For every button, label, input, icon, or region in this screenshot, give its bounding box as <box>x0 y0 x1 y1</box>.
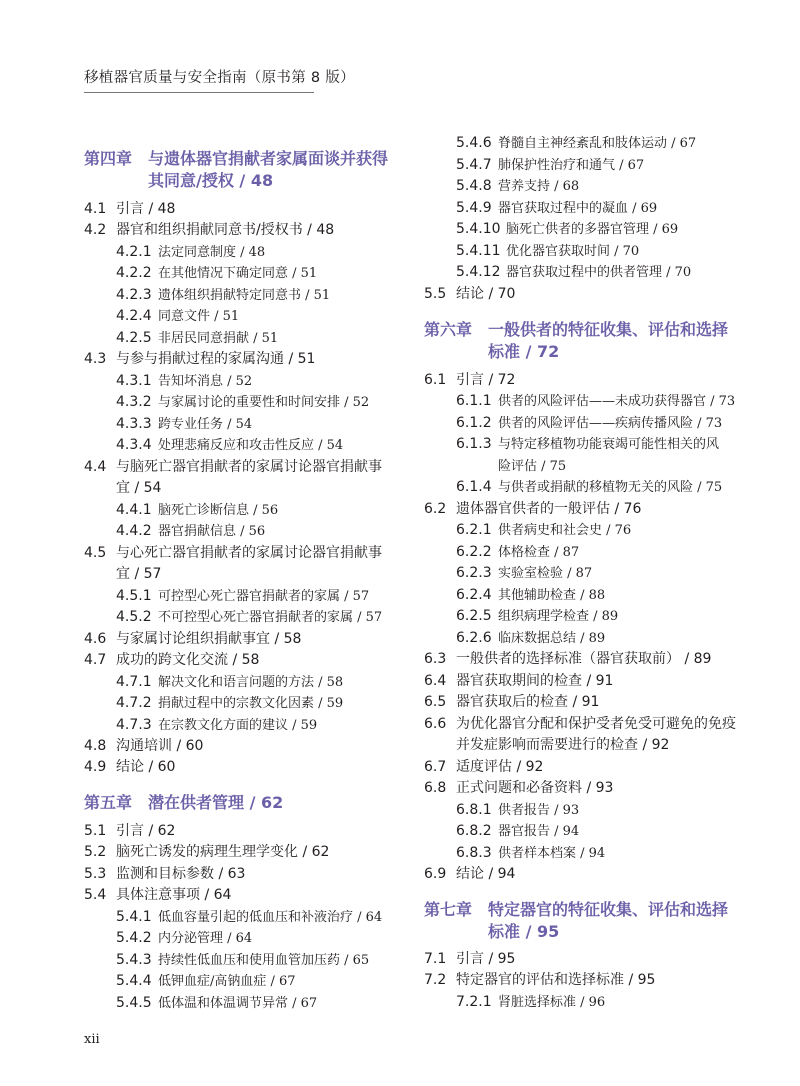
entry-number: 7.2 <box>424 972 447 988</box>
entry-number: 4.5.1 <box>116 588 152 604</box>
entry-title: 具体注意事项 / 64 <box>116 887 232 903</box>
entry-number: 7.2.1 <box>456 994 492 1010</box>
entry-number: 6.4 <box>424 673 447 689</box>
entry-number: 6.2.1 <box>456 522 492 538</box>
entry-number: 7.1 <box>424 951 447 967</box>
entry-number: 5.4.10 <box>456 221 501 237</box>
entry-title: 肾脏选择标准 / 96 <box>498 995 606 1010</box>
entry-title: 同意文件 / 51 <box>158 309 240 324</box>
entry-title: 引言 / 72 <box>456 372 516 388</box>
entry-title: 捐献过程中的宗教文化因素 / 59 <box>158 696 344 711</box>
entry-title: 器官和组织捐献同意书/授权书 / 48 <box>116 222 335 238</box>
entry-title: 供者报告 / 93 <box>498 803 580 818</box>
entry-number: 4.2.1 <box>116 244 152 260</box>
entry-number: 6.8.1 <box>456 802 492 818</box>
entry-title: 引言 / 95 <box>456 951 516 967</box>
entry-title: 法定同意制度 / 48 <box>158 245 266 260</box>
entry-number: 4.3.2 <box>116 394 152 410</box>
entry-number: 6.7 <box>424 759 447 775</box>
entry-title: 引言 / 48 <box>116 201 176 217</box>
chapter-number: 第五章 <box>84 793 133 812</box>
entry-number: 4.7.1 <box>116 674 152 690</box>
entry-number: 5.4.8 <box>456 178 492 194</box>
running-header: 移植器官质量与安全指南（原书第 8 版） <box>84 70 355 86</box>
entry-title: 成功的跨文化交流 / 58 <box>116 652 260 668</box>
entry-title: 与家属讨论组织捐献事宜 / 58 <box>116 631 302 647</box>
entry-title: 解决文化和语言问题的方法 / 58 <box>158 675 344 690</box>
entry-title: 器官报告 / 94 <box>498 824 580 839</box>
entry-number: 6.2 <box>424 501 447 517</box>
entry-title: 低体温和体温调节异常 / 67 <box>158 996 318 1011</box>
entry-number: 4.7 <box>84 652 107 668</box>
chapter-number: 第四章 <box>84 149 133 168</box>
entry-title: 一般供者的选择标准（器官获取前） / 89 <box>456 651 712 667</box>
entry-number: 4.2.4 <box>116 308 152 324</box>
entry-title: 供者样本档案 / 94 <box>498 846 606 861</box>
entry-number: 6.6 <box>424 716 447 732</box>
chapter-number: 第六章 <box>424 320 473 339</box>
entry-number: 6.5 <box>424 694 447 710</box>
entry-title: 险评估 / 75 <box>498 459 567 474</box>
entry-title: 脑死亡诱发的病理生理学变化 / 62 <box>116 844 330 860</box>
entry-number: 4.5.2 <box>116 609 152 625</box>
entry-title: 与脑死亡器官捐献者的家属讨论器官捐献事 <box>116 459 382 475</box>
entry-title: 非居民同意捐献 / 51 <box>158 331 279 346</box>
entry-title: 结论 / 70 <box>456 286 516 302</box>
entry-number: 5.2 <box>84 844 107 860</box>
entry-title: 引言 / 62 <box>116 823 176 839</box>
entry-number: 6.1.2 <box>456 415 492 431</box>
entry-number: 4.4.1 <box>116 502 152 518</box>
entry-number: 5.4.9 <box>456 200 492 216</box>
entry-title: 正式问题和必备资料 / 93 <box>456 780 614 796</box>
entry-title: 实验室检验 / 87 <box>498 566 593 581</box>
entry-number: 4.3.3 <box>116 416 152 432</box>
entry-number: 5.4.7 <box>456 157 492 173</box>
entry-title: 与供者或捐献的移植物无关的风险 / 75 <box>498 480 723 495</box>
entry-number: 4.1 <box>84 201 107 217</box>
entry-title: 内分泌管理 / 64 <box>158 931 253 946</box>
entry-title: 供者的风险评估——未成功获得器官 / 73 <box>498 394 736 409</box>
entry-number: 4.4.2 <box>116 523 152 539</box>
entry-title: 适度评估 / 92 <box>456 759 544 775</box>
entry-number: 6.9 <box>424 866 447 882</box>
entry-title: 遗体器官供者的一般评估 / 76 <box>456 501 642 517</box>
entry-number: 5.4.5 <box>116 995 152 1011</box>
entry-title: 与家属讨论的重要性和时间安排 / 52 <box>158 395 370 410</box>
entry-number: 4.3 <box>84 351 107 367</box>
entry-number: 4.2.5 <box>116 330 152 346</box>
entry-title: 告知坏消息 / 52 <box>158 374 253 389</box>
entry-title: 组织病理学检查 / 89 <box>498 609 619 624</box>
entry-title: 其他辅助检查 / 88 <box>498 588 606 603</box>
chapter-number: 第七章 <box>424 900 473 919</box>
entry-number: 4.7.2 <box>116 695 152 711</box>
chapter-title: 特定器官的特征收集、评估和选择 <box>488 900 729 919</box>
entry-number: 5.4.4 <box>116 973 152 989</box>
entry-number: 5.4.2 <box>116 930 152 946</box>
entry-number: 6.2.2 <box>456 544 492 560</box>
entry-title: 临床数据总结 / 89 <box>498 631 606 646</box>
entry-title: 沟通培训 / 60 <box>116 738 204 754</box>
entry-title: 遗体组织捐献特定同意书 / 51 <box>158 288 331 303</box>
entry-number: 6.8.3 <box>456 845 492 861</box>
entry-title: 脑死亡供者的多器官管理 / 69 <box>506 222 679 237</box>
chapter-title: 一般供者的特征收集、评估和选择 <box>488 320 729 339</box>
entry-number: 6.2.4 <box>456 587 492 603</box>
entry-title: 处理悲痛反应和攻击性反应 / 54 <box>158 438 344 453</box>
page-number: xii <box>84 1032 100 1047</box>
entry-number: 6.8.2 <box>456 823 492 839</box>
entry-title: 结论 / 94 <box>456 866 516 882</box>
entry-number: 4.6 <box>84 631 107 647</box>
entry-number: 6.2.3 <box>456 565 492 581</box>
entry-number: 4.9 <box>84 759 107 775</box>
entry-number: 5.4.3 <box>116 952 152 968</box>
entry-title: 器官获取过程中的供者管理 / 70 <box>506 265 692 280</box>
entry-number: 4.5 <box>84 545 107 561</box>
entry-title: 宜 / 57 <box>116 566 162 582</box>
entry-title: 并发症影响而需要进行的检查 / 92 <box>456 737 670 753</box>
chapter-title-cont: 标准 / 72 <box>488 342 560 361</box>
entry-title: 为优化器官分配和保护受者免受可避免的免疫 <box>456 716 736 732</box>
entry-number: 4.3.4 <box>116 437 152 453</box>
entry-title: 脊髓自主神经紊乱和肢体运动 / 67 <box>498 136 697 151</box>
entry-number: 6.1.1 <box>456 393 492 409</box>
entry-title: 优化器官获取时间 / 70 <box>506 244 640 259</box>
entry-title: 在其他情况下确定同意 / 51 <box>158 266 318 281</box>
entry-number: 6.8 <box>424 780 447 796</box>
entry-title: 脑死亡诊断信息 / 56 <box>158 503 279 518</box>
entry-number: 4.2.2 <box>116 265 152 281</box>
entry-title: 监测和目标参数 / 63 <box>116 866 246 882</box>
entry-title: 供者病史和社会史 / 76 <box>498 523 632 538</box>
entry-number: 4.8 <box>84 738 107 754</box>
entry-title: 低血容量引起的低血压和补液治疗 / 64 <box>158 910 383 925</box>
entry-title: 与特定移植物功能衰竭可能性相关的风 <box>498 437 720 452</box>
entry-title: 肺保护性治疗和通气 / 67 <box>498 158 645 173</box>
chapter-title: 潜在供者管理 / 62 <box>148 793 284 812</box>
entry-number: 6.2.6 <box>456 630 492 646</box>
entry-number: 6.1.4 <box>456 479 492 495</box>
entry-number: 5.4.1 <box>116 909 152 925</box>
entry-number: 4.7.3 <box>116 717 152 733</box>
entry-number: 5.1 <box>84 823 107 839</box>
entry-number: 5.4.12 <box>456 264 501 280</box>
entry-number: 5.5 <box>424 286 447 302</box>
entry-title: 与心死亡器官捐献者的家属讨论器官捐献事 <box>116 545 382 561</box>
chapter-title: 与遗体器官捐献者家属面谈并获得 <box>148 149 389 168</box>
entry-number: 5.4 <box>84 887 107 903</box>
entry-title: 可控型心死亡器官捐献者的家属 / 57 <box>158 589 370 604</box>
entry-title: 营养支持 / 68 <box>498 179 580 194</box>
entry-number: 4.2 <box>84 222 107 238</box>
entry-number: 4.4 <box>84 459 107 475</box>
entry-title: 器官获取过程中的凝血 / 69 <box>498 201 658 216</box>
entry-number: 6.2.5 <box>456 608 492 624</box>
entry-title: 供者的风险评估——疾病传播风险 / 73 <box>498 416 723 431</box>
entry-number: 5.4.11 <box>456 243 501 259</box>
entry-number: 4.3.1 <box>116 373 152 389</box>
entry-title: 低钾血症/高钠血症 / 67 <box>158 974 296 989</box>
entry-number: 4.2.3 <box>116 287 152 303</box>
entry-title: 跨专业任务 / 54 <box>158 417 253 432</box>
chapter-title-cont: 标准 / 95 <box>488 922 560 941</box>
header-rule <box>84 92 314 93</box>
entry-number: 6.3 <box>424 651 447 667</box>
entry-number: 6.1.3 <box>456 436 492 452</box>
entry-title: 器官获取期间的检查 / 91 <box>456 673 614 689</box>
entry-title: 器官捐献信息 / 56 <box>158 524 266 539</box>
entry-title: 器官获取后的检查 / 91 <box>456 694 600 710</box>
entry-title: 与参与捐献过程的家属沟通 / 51 <box>116 351 316 367</box>
chapter-title-cont: 其同意/授权 / 48 <box>148 171 274 190</box>
entry-title: 特定器官的评估和选择标准 / 95 <box>456 972 656 988</box>
entry-title: 宜 / 54 <box>116 480 162 496</box>
entry-title: 在宗教文化方面的建议 / 59 <box>158 718 318 733</box>
entry-title: 不可控型心死亡器官捐献者的家属 / 57 <box>158 610 383 625</box>
entry-number: 6.1 <box>424 372 447 388</box>
entry-title: 持续性低血压和使用血管加压药 / 65 <box>158 953 370 968</box>
entry-title: 体格检查 / 87 <box>498 545 580 560</box>
entry-number: 5.4.6 <box>456 135 492 151</box>
entry-number: 5.3 <box>84 866 107 882</box>
entry-title: 结论 / 60 <box>116 759 176 775</box>
